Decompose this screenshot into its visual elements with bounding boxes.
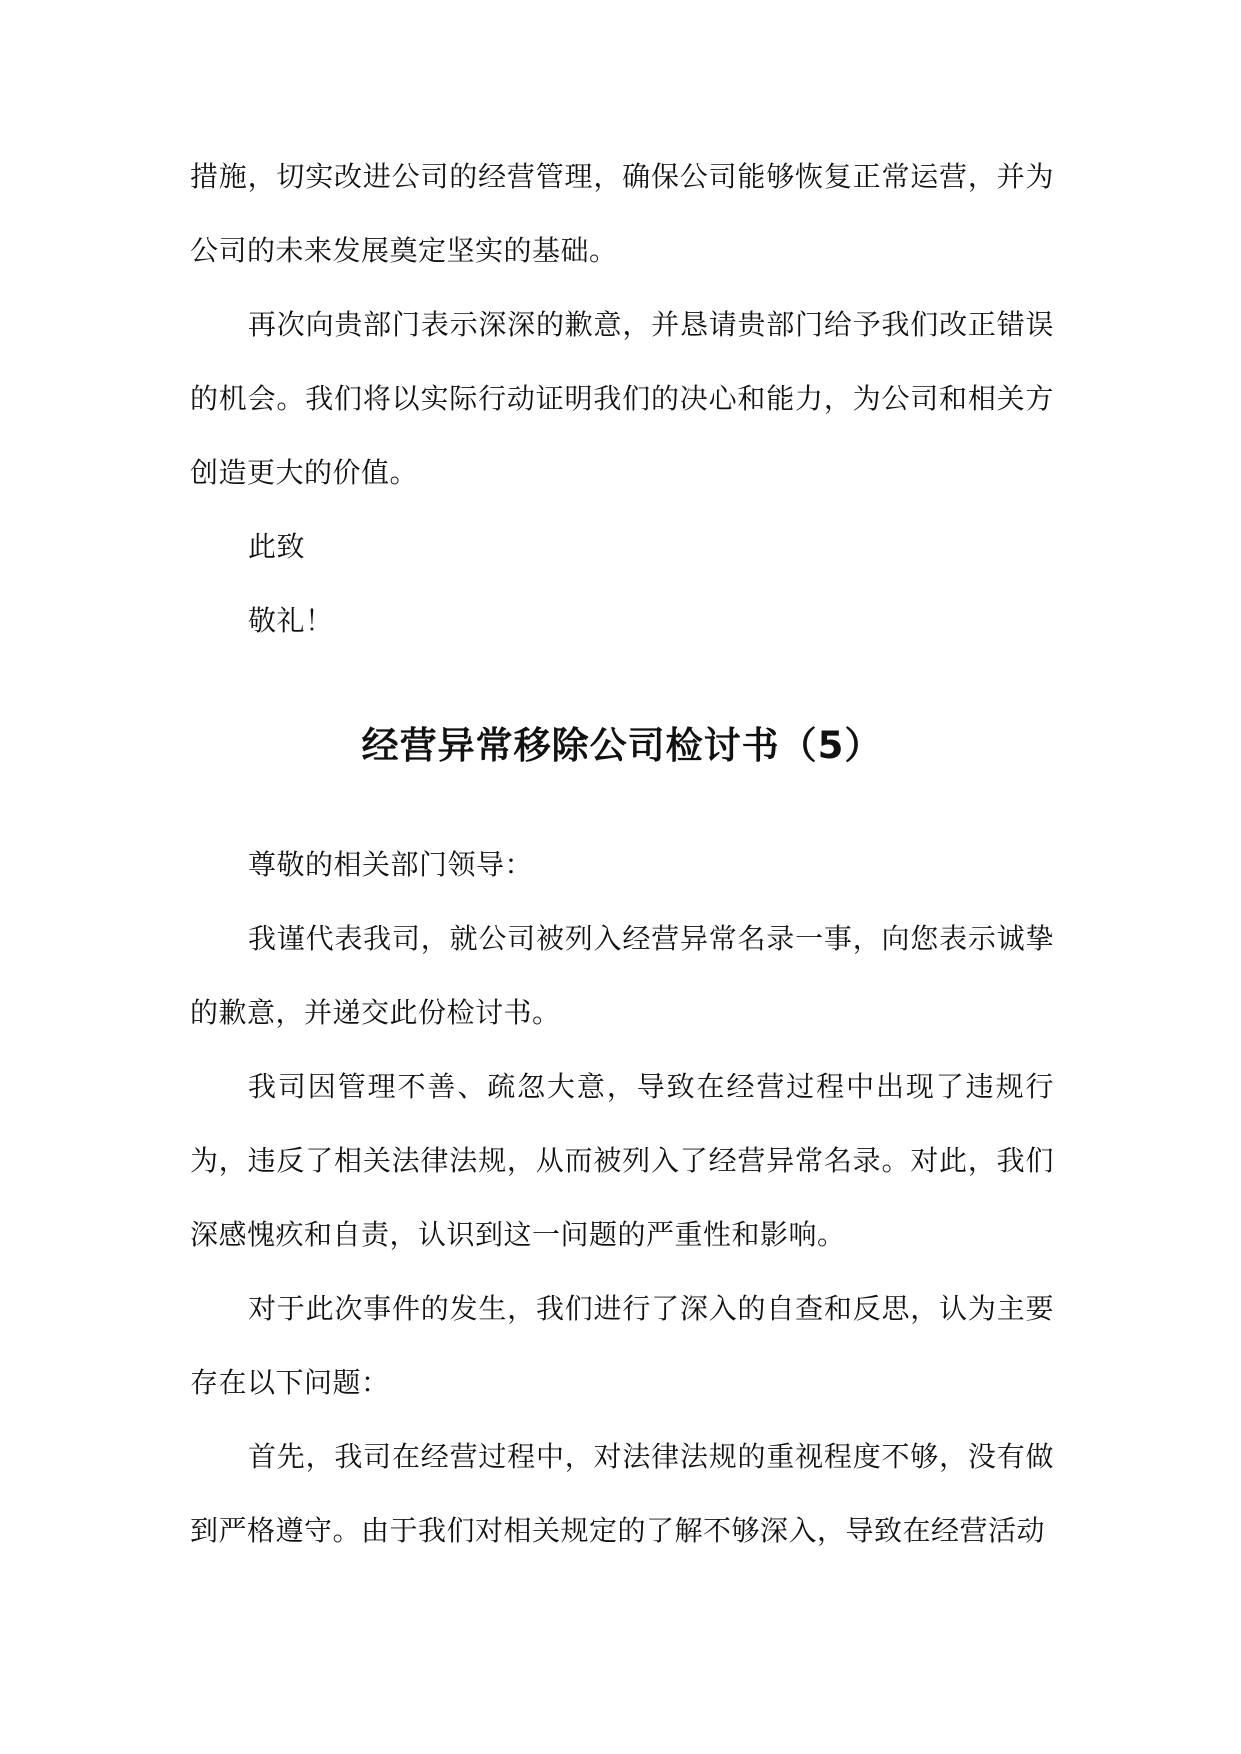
body-paragraph-2: 我司因管理不善、疏忽大意，导致在经营过程中出现了违规行为，违反了相关法律法规，从而被列入了经营异常名录。对此，我们深感愧疚和自责，认识到这一问题的严重性和影响。 — [190, 1070, 1054, 1251]
document-body — [190, 140, 1054, 1568]
salutation: 尊敬的相关部门领导： — [248, 848, 534, 881]
body-paragraph-1: 我谨代表我司，就公司被列入经营异常名录一事，向您表示诚挚的歉意，并递交此份检讨书。 — [190, 922, 1054, 1029]
apology-paragraph: 再次向贵部门表示深深的歉意，并恳请贵部门给予我们改正错误的机会。我们将以实际行动证明我们的决心和能力，为公司和相关方创造更大的价值。 — [190, 308, 1054, 489]
continuation-paragraph: 措施，切实改进公司的经营管理，确保公司能够恢复正常运营，并为公司的未来发展奠定坚实的基础。 — [190, 160, 1054, 267]
closing-line-ci-zhi: 此致 — [248, 530, 306, 563]
closing-line-jing-li: 敬礼！ — [248, 604, 334, 637]
document-title: 经营异常移除公司检讨书（5） — [361, 724, 883, 767]
body-paragraph-3: 对于此次事件的发生，我们进行了深入的自查和反思，认为主要存在以下问题： — [190, 1292, 1054, 1399]
body-paragraph-4: 首先，我司在经营过程中，对法律法规的重视程度不够，没有做到严格遵守。由于我们对相关规定的了解不够深入，导致在经营活动 — [190, 1440, 1054, 1547]
